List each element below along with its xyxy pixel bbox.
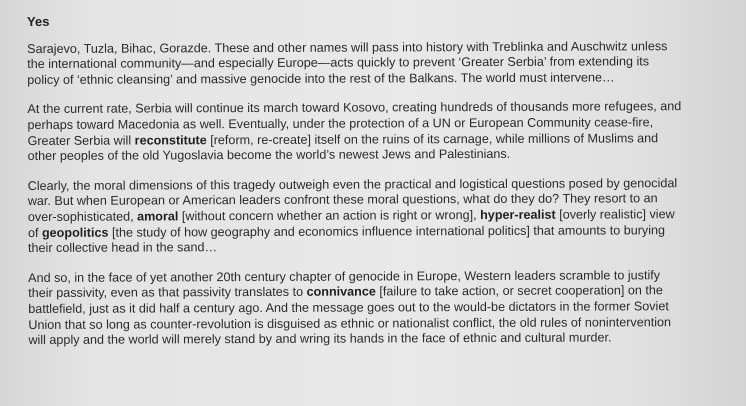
- text-line: perhaps toward Macedonia as well. Eventually, under the protection of a UN or European Community cease-fire,: [27, 115, 654, 132]
- definition-text: [overly realistic] view: [555, 207, 675, 222]
- vocabulary-term: amoral: [137, 209, 179, 224]
- text-line: war. But when European or American leaders confront these moral questions, what do they do? They resort to an: [27, 191, 658, 209]
- definition-text: [the study of how geography and economics influence international politics] that amounts to burying: [108, 222, 666, 240]
- paragraph-1: [27, 39, 727, 89]
- definition-text: [reform, re-create] itself on the ruins of its carnage, while millions of Muslims and: [206, 130, 659, 147]
- text-line: policy of ‘ethnic cleansing’ and massive genocide into the rest of the Balkans. The world must intervene…: [27, 70, 615, 87]
- definition-text: [failure to take action, or secret cooperation] on the: [375, 283, 663, 299]
- text-run: their passivity, even as that passivity translates to: [28, 285, 307, 301]
- text-line: the international community—and especially Europe—acts quickly to prevent ‘Greater Serbia’ from extending its: [27, 54, 650, 72]
- text-line: other peoples of the old Yugoslavia become the world’s newest Jews and Palestinians.: [27, 147, 511, 164]
- section-heading: Yes: [27, 13, 50, 29]
- text-run: of: [27, 225, 42, 240]
- text-line: will apply and the world will merely stand by and wring its hands in the face of ethnic and cultural murder.: [28, 330, 612, 348]
- text-line: battlefield, just as it did half a century ago. And the message goes out to the would-be dictators in the former Soviet: [28, 299, 669, 316]
- definition-text: [without concern whether an action is right or wrong],: [178, 207, 481, 224]
- text-line: their collective head in the sand…: [27, 240, 218, 256]
- vocabulary-term: reconstitute: [134, 132, 207, 148]
- text-line: At the current rate, Serbia will continue its march toward Kosovo, creating hundreds of thousands more refugees, and: [27, 99, 682, 117]
- text-line: [28, 222, 728, 241]
- text-line: [28, 131, 728, 150]
- vocabulary-term: geopolitics: [41, 225, 109, 240]
- text-line: Sarajevo, Tuzla, Bihac, Gorazde. These and other names will pass into history with Treblinka and Auschwitz unless: [27, 38, 668, 56]
- text-line: Union that so long as counter-revolution is disguised as ethnic or nationalist conflict, the old rules of nonintervention: [28, 314, 672, 332]
- vocabulary-term: connivance: [306, 284, 376, 300]
- paragraph-4: [28, 268, 728, 349]
- text-line: And so, in the face of yet another 20th century chapter of genocide in Europe, Western leaders scramble to justify: [28, 267, 661, 285]
- vocabulary-term: hyper-realist: [480, 207, 556, 222]
- paragraph-2: [27, 99, 727, 164]
- text-run: over-sophisticated,: [27, 209, 138, 224]
- document-body: [27, 11, 729, 363]
- paragraph-3: [28, 176, 728, 257]
- text-run: Greater Serbia will: [27, 133, 135, 148]
- text-line: Clearly, the moral dimensions of this tragedy outweigh even the practical and logistical questions posed by genocidal: [27, 175, 678, 193]
